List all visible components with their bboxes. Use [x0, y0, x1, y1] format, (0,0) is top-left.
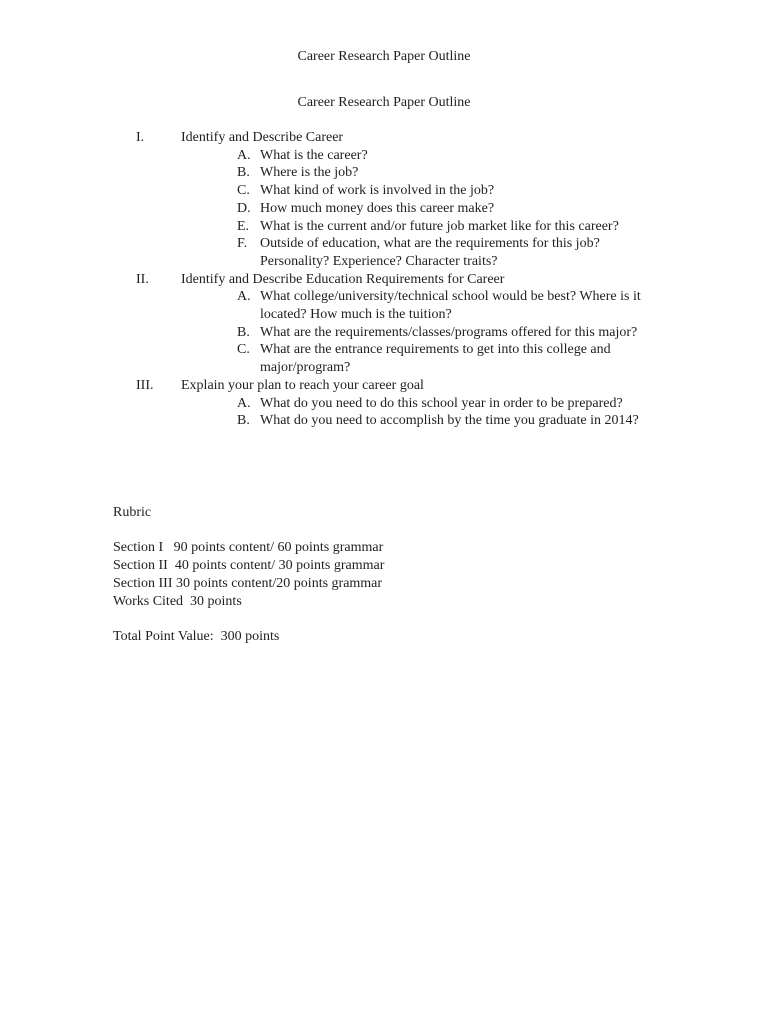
outline-section-1 — [0, 129, 768, 271]
item-text: What is the career? — [260, 147, 368, 163]
rubric-line: Works Cited 30 points — [113, 593, 242, 609]
item-letter: C. — [237, 342, 250, 358]
rubric — [113, 504, 613, 646]
outline-item — [0, 288, 768, 323]
section-heading — [0, 377, 768, 395]
outline-item — [0, 218, 768, 236]
item-text: Where is the job? — [260, 165, 359, 181]
outline — [0, 129, 768, 430]
outline-item — [0, 200, 768, 218]
item-letter: D. — [237, 200, 251, 216]
section-heading — [0, 271, 768, 289]
rubric-total: Total Point Value: 300 points — [113, 628, 280, 644]
item-text: How much money does this career make? — [260, 200, 495, 216]
outline-item — [0, 147, 768, 165]
item-letter: F. — [237, 236, 248, 252]
document-title: Career Research Paper Outline — [297, 95, 471, 110]
outline-item — [0, 182, 768, 200]
item-letter: B. — [237, 165, 250, 181]
item-text: What kind of work is involved in the job? — [260, 183, 495, 199]
item-text: What are the requirements/classes/programs offered for this major? — [260, 324, 638, 340]
section-numeral: III. — [136, 377, 154, 393]
rubric-line: Section III 30 points content/20 points grammar — [113, 575, 383, 591]
outline-item — [0, 395, 768, 413]
item-letter: B. — [237, 413, 250, 429]
outline-item — [0, 164, 768, 182]
item-text: Outside of education, what are the requirements for this job? Personality? Experience? Character traits? — [260, 236, 600, 269]
section-title: Identify and Describe Career — [181, 130, 344, 145]
item-letter: A. — [237, 289, 251, 305]
rubric-line: Section II 40 points content/ 30 points grammar — [113, 558, 385, 574]
item-text: What do you need to accomplish by the time you graduate in 2014? — [260, 413, 639, 429]
section-numeral: I. — [136, 130, 145, 145]
section-heading — [0, 129, 768, 147]
item-text: What are the entrance requirements to get into this college and major/program? — [260, 342, 611, 376]
section-title: Explain your plan to reach your career goal — [181, 377, 424, 393]
spacer — [113, 610, 613, 628]
rubric-line: Section I 90 points content/ 60 points grammar — [113, 540, 384, 556]
outline-section-2 — [0, 271, 768, 377]
outline-item — [0, 235, 768, 270]
outline-item — [0, 412, 768, 430]
item-text: What is the current and/or future job market like for this career? — [260, 218, 619, 234]
page-header-title: Career Research Paper Outline — [297, 49, 471, 64]
spacer — [113, 522, 613, 540]
rubric-heading: Rubric — [113, 505, 152, 520]
outline-item — [0, 341, 768, 376]
item-letter: A. — [237, 147, 251, 163]
item-letter: A. — [237, 395, 251, 411]
section-title: Identify and Describe Education Requirements for Career — [181, 271, 505, 287]
section-numeral: II. — [136, 271, 149, 287]
item-text: What college/university/technical school would be best? Where is it located? How much is the tuition? — [260, 289, 641, 322]
item-letter: E. — [237, 218, 250, 234]
item-letter: B. — [237, 324, 250, 340]
item-text: What do you need to do this school year in order to be prepared? — [260, 395, 623, 411]
item-letter: C. — [237, 183, 250, 199]
outline-section-3 — [0, 377, 768, 430]
outline-item — [0, 324, 768, 342]
